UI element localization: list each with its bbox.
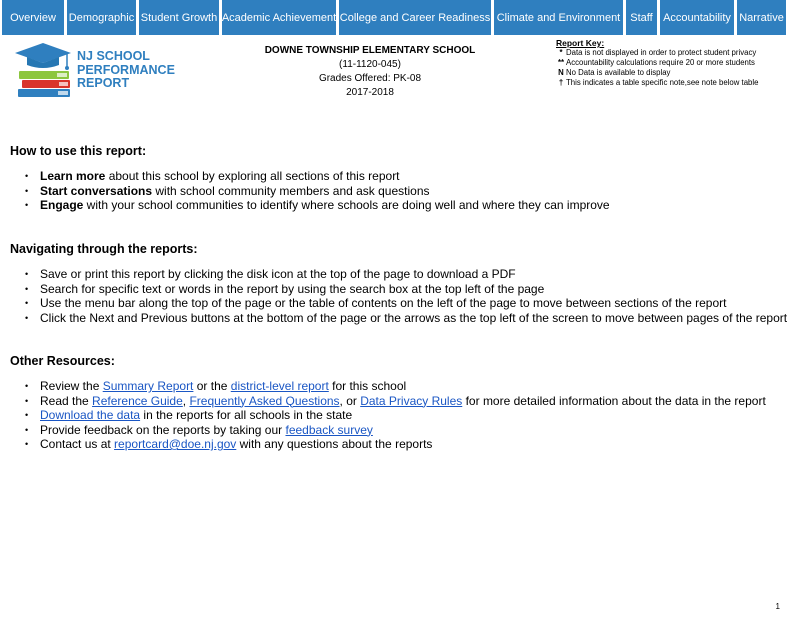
tab-student-growth[interactable]: Student Growth — [139, 0, 219, 35]
bullet-icon: • — [25, 283, 29, 294]
item-text: Click the Next and Previous buttons at the bottom of the page or the arrows as the top left of the screen to move between pages of the report — [40, 310, 788, 325]
key-symbol: ** — [557, 58, 565, 67]
item-text: Review the — [40, 379, 103, 393]
key-text: Accountability calculations require 20 or more students — [566, 58, 755, 67]
bullet-icon: • — [25, 410, 29, 420]
summary-report-link[interactable]: Summary Report — [102, 379, 194, 393]
download-data-link[interactable]: Download the data — [40, 408, 141, 422]
item-text: with your school communities to identify where schools are doing well and where they can improve — [83, 198, 610, 212]
list-item — [10, 169, 790, 184]
list-item — [10, 198, 790, 213]
list-item — [10, 296, 790, 311]
school-info — [240, 44, 500, 100]
tab-demographic[interactable]: Demographic — [67, 0, 136, 35]
list-item — [10, 311, 790, 326]
key-text: This indicates a table specific note,see note below table — [566, 78, 759, 87]
item-text: Use the menu bar along the top of the page or the table of contents on the left of the page to move between sections of the report — [40, 296, 727, 310]
bold-lead: Start conversations — [40, 183, 153, 198]
tab-accountability[interactable]: Accountability — [660, 0, 734, 35]
navigating-section — [10, 242, 790, 325]
report-key-title: Report Key: — [556, 38, 605, 48]
logo-text — [77, 50, 187, 91]
page-number: 1 — [775, 602, 780, 611]
report-key-item — [556, 48, 796, 58]
bullet-icon: • — [25, 381, 29, 391]
list-item — [10, 423, 790, 438]
bullet-icon: • — [25, 171, 29, 181]
item-text: with school community members and ask questions — [152, 183, 430, 198]
bold-lead: Engage — [40, 198, 84, 212]
contact-email-link[interactable]: reportcard@doe.nj.gov — [114, 437, 237, 451]
bullet-icon: • — [25, 185, 29, 196]
grades-offered: Grades Offered: PK-08 — [318, 73, 422, 84]
list-item — [10, 379, 790, 394]
bullet-icon: • — [25, 395, 29, 406]
faq-link[interactable]: Frequently Asked Questions — [189, 393, 340, 408]
other-resources-section — [10, 354, 790, 452]
key-symbol: N — [558, 68, 564, 77]
data-privacy-rules-link[interactable]: Data Privacy Rules — [360, 393, 463, 408]
top-nav — [0, 0, 800, 36]
tab-college-career-readiness[interactable]: College and Career Readiness — [339, 0, 491, 35]
item-text: with any questions about the reports — [236, 437, 433, 451]
list-item — [10, 282, 790, 297]
list-item — [10, 267, 790, 282]
list-item — [10, 437, 790, 452]
list-item — [10, 184, 790, 199]
key-text: No Data is available to display — [566, 68, 671, 77]
graduation-cap-books-icon — [13, 41, 83, 99]
feedback-survey-link[interactable]: feedback survey — [285, 422, 373, 437]
bullet-icon: • — [25, 312, 29, 323]
bullet-icon: • — [25, 269, 29, 279]
school-name: DOWNE TOWNSHIP ELEMENTARY SCHOOL — [264, 45, 476, 56]
list-item — [10, 394, 790, 409]
item-text: , or — [339, 393, 361, 408]
item-text: Save or print this report by clicking the disk icon at the top of the page to download a PDF — [40, 267, 516, 281]
item-text: for this school — [328, 379, 407, 393]
report-key-item — [556, 78, 796, 88]
district-level-report-link[interactable]: district-level report — [230, 379, 329, 393]
how-to-use-section — [10, 144, 790, 213]
school-year: 2017-2018 — [346, 87, 394, 98]
key-symbol: † — [558, 78, 564, 87]
item-text: for more detailed information about the data in the report — [462, 393, 766, 408]
bullet-icon: • — [25, 200, 29, 210]
bullet-icon: • — [25, 439, 29, 449]
other-resources-heading: Other Resources: — [10, 354, 115, 368]
item-text: , — [182, 393, 190, 408]
logo-line-3: REPORT — [77, 76, 130, 90]
school-code: (11-1120-045) — [339, 59, 401, 70]
bullet-icon: • — [25, 298, 29, 308]
tab-narrative[interactable]: Narrative — [737, 0, 786, 35]
item-text: Contact us at — [40, 437, 115, 451]
report-key-item — [556, 68, 796, 78]
item-text: Read the — [40, 393, 93, 408]
list-item — [10, 408, 790, 423]
logo-line-2: PERFORMANCE — [77, 62, 175, 77]
navigating-heading: Navigating through the reports: — [10, 242, 198, 256]
item-text: about this school by exploring all sections of this report — [105, 169, 400, 183]
bullet-icon: • — [25, 424, 29, 435]
item-text: Search for specific text or words in the report by using the search box at the top left of the page — [40, 281, 545, 296]
logo-line-1: NJ SCHOOL — [77, 49, 150, 63]
report-key — [556, 38, 796, 88]
tab-climate-environment[interactable]: Climate and Environment — [494, 0, 623, 35]
how-to-use-heading: How to use this report: — [10, 144, 147, 158]
tab-staff[interactable]: Staff — [626, 0, 657, 35]
key-text: Data is not displayed in order to protect student privacy — [566, 48, 757, 57]
key-symbol: * — [559, 48, 563, 57]
item-text: Provide feedback on the reports by taking our — [40, 422, 286, 437]
reference-guide-link[interactable]: Reference Guide — [92, 393, 183, 408]
item-text: in the reports for all schools in the state — [140, 408, 353, 422]
tab-academic-achievement[interactable]: Academic Achievement — [222, 0, 336, 35]
item-text: or the — [193, 379, 231, 393]
bold-lead: Learn more — [40, 169, 106, 183]
report-key-item — [556, 58, 796, 68]
tab-overview[interactable]: Overview — [2, 0, 64, 35]
